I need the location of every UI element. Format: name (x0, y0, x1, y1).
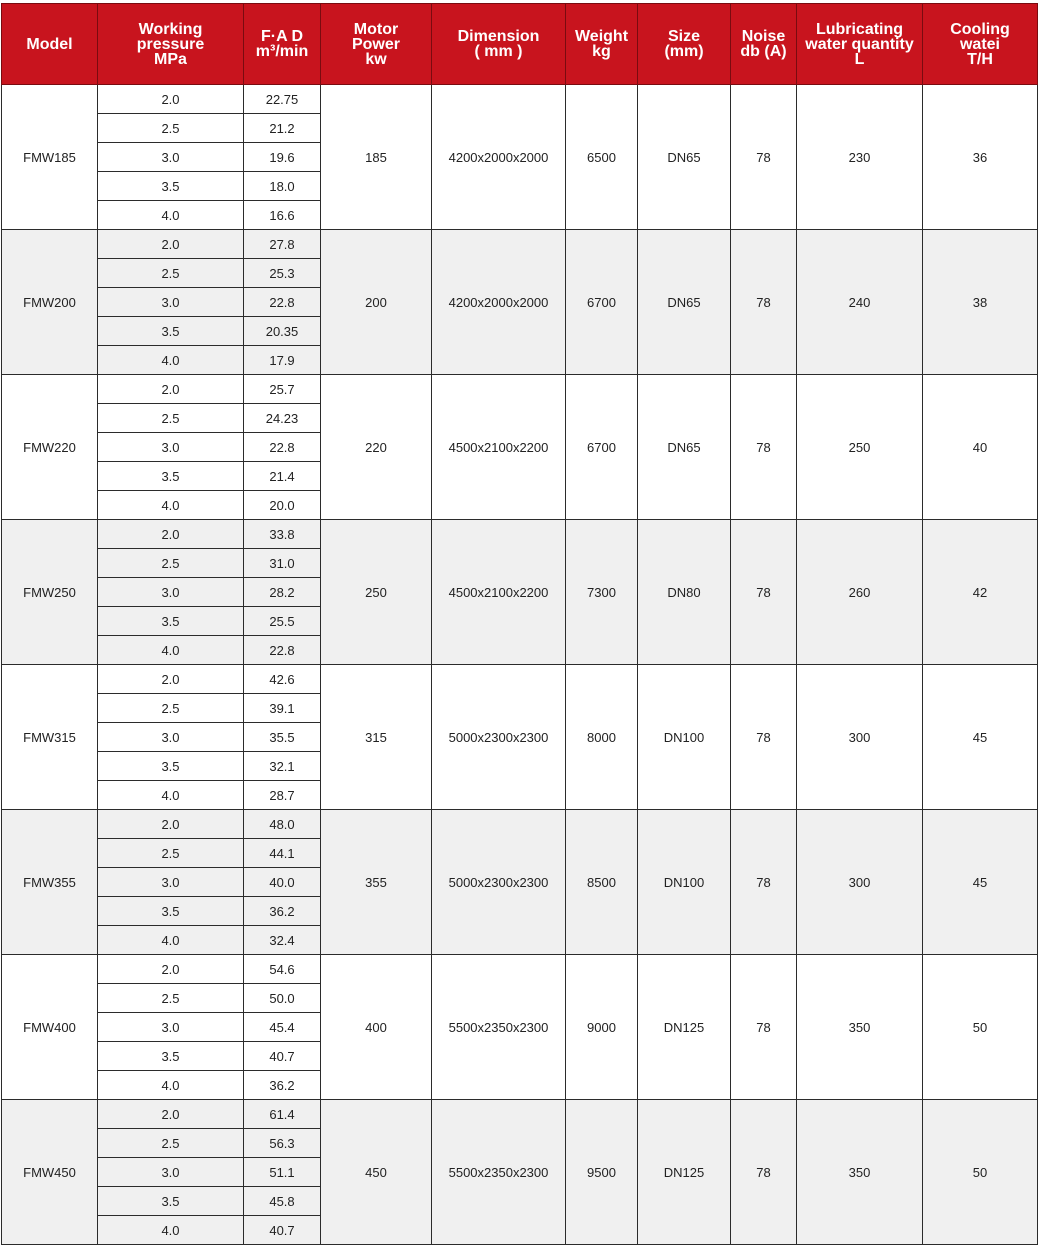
model-cell: FMW400 (2, 955, 98, 1100)
pressure-cell: 2.0 (98, 520, 244, 549)
weight-cell: 6500 (566, 85, 638, 230)
weight-cell: 8500 (566, 810, 638, 955)
column-header-power-line: Power (351, 35, 400, 53)
fad-cell: 25.7 (244, 375, 321, 404)
column-header-pressure (98, 4, 244, 85)
model-cell: FMW315 (2, 665, 98, 810)
cooling-cell: 38 (923, 230, 1038, 375)
model-group-fmw200 (2, 230, 1038, 375)
column-header-pressure-line: Working (138, 20, 203, 38)
fad-cell: 51.1 (244, 1158, 321, 1187)
power-cell: 400 (321, 955, 432, 1100)
fad-cell: 35.5 (244, 723, 321, 752)
size-cell: DN125 (638, 955, 731, 1100)
model-group-fmw315 (2, 665, 1038, 810)
fad-cell: 40.7 (244, 1216, 321, 1245)
lubricating-cell: 260 (797, 520, 923, 665)
lubricating-cell: 350 (797, 955, 923, 1100)
pressure-cell: 3.5 (98, 462, 244, 491)
column-header-noise-line: db (A) (740, 43, 787, 60)
fad-cell: 22.8 (244, 636, 321, 665)
header-row (2, 4, 1038, 85)
size-cell: DN80 (638, 520, 731, 665)
power-cell: 315 (321, 665, 432, 810)
lubricating-cell: 250 (797, 375, 923, 520)
noise-cell: 78 (731, 85, 797, 230)
pressure-cell: 4.0 (98, 201, 244, 230)
power-cell: 185 (321, 85, 432, 230)
pressure-cell: 3.0 (98, 1013, 244, 1042)
pressure-cell: 3.5 (98, 607, 244, 636)
column-header-weight (566, 4, 638, 85)
column-header-pressure-line: pressure (136, 35, 205, 53)
column-header-cooling-line: Cooling (950, 20, 1010, 38)
noise-cell: 78 (731, 375, 797, 520)
column-header-lubricating (797, 4, 923, 85)
fad-cell: 17.9 (244, 346, 321, 375)
lubricating-cell: 230 (797, 85, 923, 230)
cooling-cell: 45 (923, 810, 1038, 955)
column-header-power-line: Motor (353, 20, 399, 38)
column-header-cooling (923, 4, 1038, 85)
column-header-model (2, 4, 98, 85)
table-row (2, 375, 1038, 404)
fad-cell: 20.0 (244, 491, 321, 520)
fad-cell: 61.4 (244, 1100, 321, 1129)
pressure-cell: 2.0 (98, 665, 244, 694)
fad-cell: 40.0 (244, 868, 321, 897)
fad-cell: 32.1 (244, 752, 321, 781)
noise-cell: 78 (731, 520, 797, 665)
model-cell: FMW450 (2, 1100, 98, 1245)
lubricating-cell: 240 (797, 230, 923, 375)
fad-cell: 18.0 (244, 172, 321, 201)
power-cell: 355 (321, 810, 432, 955)
model-group-fmw450 (2, 1100, 1038, 1245)
column-header-cooling-line: T/H (967, 50, 993, 68)
pressure-cell: 2.0 (98, 955, 244, 984)
fad-cell: 21.4 (244, 462, 321, 491)
pressure-cell: 3.0 (98, 143, 244, 172)
model-group-fmw355 (2, 810, 1038, 955)
fad-cell: 40.7 (244, 1042, 321, 1071)
pressure-cell: 3.0 (98, 723, 244, 752)
dimension-cell: 5500x2350x2300 (432, 955, 566, 1100)
fad-cell: 36.2 (244, 897, 321, 926)
column-header-cooling-line: watei (959, 35, 1000, 53)
power-cell: 200 (321, 230, 432, 375)
column-header-size (638, 4, 731, 85)
model-group-fmw185 (2, 85, 1038, 230)
column-header-dimension (432, 4, 566, 85)
size-cell: DN65 (638, 230, 731, 375)
weight-cell: 6700 (566, 230, 638, 375)
fad-cell: 54.6 (244, 955, 321, 984)
pressure-cell: 3.5 (98, 317, 244, 346)
column-header-size-line: Size (667, 28, 700, 45)
dimension-cell: 4200x2000x2000 (432, 85, 566, 230)
pressure-cell: 2.5 (98, 549, 244, 578)
noise-cell: 78 (731, 810, 797, 955)
dimension-cell: 4500x2100x2200 (432, 375, 566, 520)
column-header-model-line: Model (26, 35, 73, 53)
pressure-cell: 2.0 (98, 1100, 244, 1129)
pressure-cell: 3.5 (98, 897, 244, 926)
weight-cell: 7300 (566, 520, 638, 665)
pressure-cell: 4.0 (98, 346, 244, 375)
pressure-cell: 3.5 (98, 752, 244, 781)
pressure-cell: 3.5 (98, 172, 244, 201)
column-header-dimension-line: Dimension (457, 28, 540, 45)
pressure-cell: 3.5 (98, 1042, 244, 1071)
fad-cell: 56.3 (244, 1129, 321, 1158)
pressure-cell: 2.5 (98, 694, 244, 723)
cooling-cell: 45 (923, 665, 1038, 810)
noise-cell: 78 (731, 1100, 797, 1245)
pressure-cell: 3.0 (98, 1158, 244, 1187)
fad-cell: 42.6 (244, 665, 321, 694)
pressure-cell: 4.0 (98, 1216, 244, 1245)
fad-cell: 32.4 (244, 926, 321, 955)
weight-cell: 9500 (566, 1100, 638, 1245)
column-header-fad (244, 4, 321, 85)
pressure-cell: 3.0 (98, 868, 244, 897)
column-header-pressure-line: MPa (154, 50, 187, 68)
dimension-cell: 4200x2000x2000 (432, 230, 566, 375)
pressure-cell: 2.5 (98, 259, 244, 288)
table-row (2, 230, 1038, 259)
size-cell: DN100 (638, 810, 731, 955)
column-header-lubricating-line: L (854, 50, 865, 68)
pressure-cell: 2.0 (98, 810, 244, 839)
column-header-dimension-line: ( mm ) (474, 43, 523, 60)
column-header-power (321, 4, 432, 85)
fad-cell: 44.1 (244, 839, 321, 868)
fad-cell: 36.2 (244, 1071, 321, 1100)
pressure-cell: 4.0 (98, 926, 244, 955)
model-cell: FMW355 (2, 810, 98, 955)
weight-cell: 9000 (566, 955, 638, 1100)
table-row (2, 810, 1038, 839)
column-header-weight-line: Weight (574, 28, 629, 45)
power-cell: 250 (321, 520, 432, 665)
spec-table (1, 3, 1038, 1245)
column-header-power-line: kw (365, 50, 387, 68)
pressure-cell: 4.0 (98, 636, 244, 665)
model-group-fmw250 (2, 520, 1038, 665)
table-row (2, 520, 1038, 549)
model-cell: FMW185 (2, 85, 98, 230)
fad-cell: 22.8 (244, 288, 321, 317)
dimension-cell: 5000x2300x2300 (432, 665, 566, 810)
fad-cell: 21.2 (244, 114, 321, 143)
noise-cell: 78 (731, 955, 797, 1100)
fad-cell: 28.2 (244, 578, 321, 607)
column-header-lubricating-line: Lubricating (815, 20, 904, 38)
model-group-fmw400 (2, 955, 1038, 1100)
fad-cell: 39.1 (244, 694, 321, 723)
fad-cell: 28.7 (244, 781, 321, 810)
table-row (2, 665, 1038, 694)
column-header-size-line: (mm) (664, 43, 704, 60)
fad-cell: 22.75 (244, 85, 321, 114)
pressure-cell: 2.5 (98, 839, 244, 868)
dimension-cell: 5000x2300x2300 (432, 810, 566, 955)
cooling-cell: 42 (923, 520, 1038, 665)
fad-cell: 45.8 (244, 1187, 321, 1216)
size-cell: DN100 (638, 665, 731, 810)
fad-cell: 22.8 (244, 433, 321, 462)
dimension-cell: 4500x2100x2200 (432, 520, 566, 665)
pressure-cell: 4.0 (98, 1071, 244, 1100)
column-header-weight-line: kg (592, 43, 611, 60)
weight-cell: 8000 (566, 665, 638, 810)
fad-cell: 25.5 (244, 607, 321, 636)
fad-cell: 16.6 (244, 201, 321, 230)
table-row (2, 955, 1038, 984)
pressure-cell: 4.0 (98, 491, 244, 520)
lubricating-cell: 300 (797, 810, 923, 955)
pressure-cell: 2.0 (98, 375, 244, 404)
noise-cell: 78 (731, 230, 797, 375)
lubricating-cell: 350 (797, 1100, 923, 1245)
pressure-cell: 3.0 (98, 578, 244, 607)
model-cell: FMW250 (2, 520, 98, 665)
noise-cell: 78 (731, 665, 797, 810)
fad-cell: 25.3 (244, 259, 321, 288)
fad-cell: 33.8 (244, 520, 321, 549)
fad-cell: 19.6 (244, 143, 321, 172)
fad-cell: 24.23 (244, 404, 321, 433)
pressure-cell: 2.5 (98, 114, 244, 143)
fad-cell: 31.0 (244, 549, 321, 578)
lubricating-cell: 300 (797, 665, 923, 810)
pressure-cell: 3.5 (98, 1187, 244, 1216)
power-cell: 220 (321, 375, 432, 520)
table-header (2, 4, 1038, 85)
column-header-noise (731, 4, 797, 85)
pressure-cell: 3.0 (98, 433, 244, 462)
fad-cell: 48.0 (244, 810, 321, 839)
cooling-cell: 36 (923, 85, 1038, 230)
pressure-cell: 2.0 (98, 230, 244, 259)
power-cell: 450 (321, 1100, 432, 1245)
dimension-cell: 5500x2350x2300 (432, 1100, 566, 1245)
fad-cell: 27.8 (244, 230, 321, 259)
column-header-fad-line: F·A D (260, 28, 304, 45)
size-cell: DN125 (638, 1100, 731, 1245)
table-row (2, 1100, 1038, 1129)
cooling-cell: 50 (923, 1100, 1038, 1245)
model-cell: FMW220 (2, 375, 98, 520)
pressure-cell: 2.5 (98, 984, 244, 1013)
cooling-cell: 40 (923, 375, 1038, 520)
pressure-cell: 2.0 (98, 85, 244, 114)
cooling-cell: 50 (923, 955, 1038, 1100)
column-header-lubricating-line: water quantity (805, 35, 914, 53)
pressure-cell: 2.5 (98, 404, 244, 433)
fad-cell: 20.35 (244, 317, 321, 346)
table-row (2, 85, 1038, 114)
column-header-fad-line: m³/min (255, 43, 309, 60)
column-header-noise-line: Noise (741, 28, 786, 45)
size-cell: DN65 (638, 375, 731, 520)
fad-cell: 45.4 (244, 1013, 321, 1042)
pressure-cell: 3.0 (98, 288, 244, 317)
model-cell: FMW200 (2, 230, 98, 375)
pressure-cell: 4.0 (98, 781, 244, 810)
weight-cell: 6700 (566, 375, 638, 520)
pressure-cell: 2.5 (98, 1129, 244, 1158)
model-group-fmw220 (2, 375, 1038, 520)
size-cell: DN65 (638, 85, 731, 230)
fad-cell: 50.0 (244, 984, 321, 1013)
